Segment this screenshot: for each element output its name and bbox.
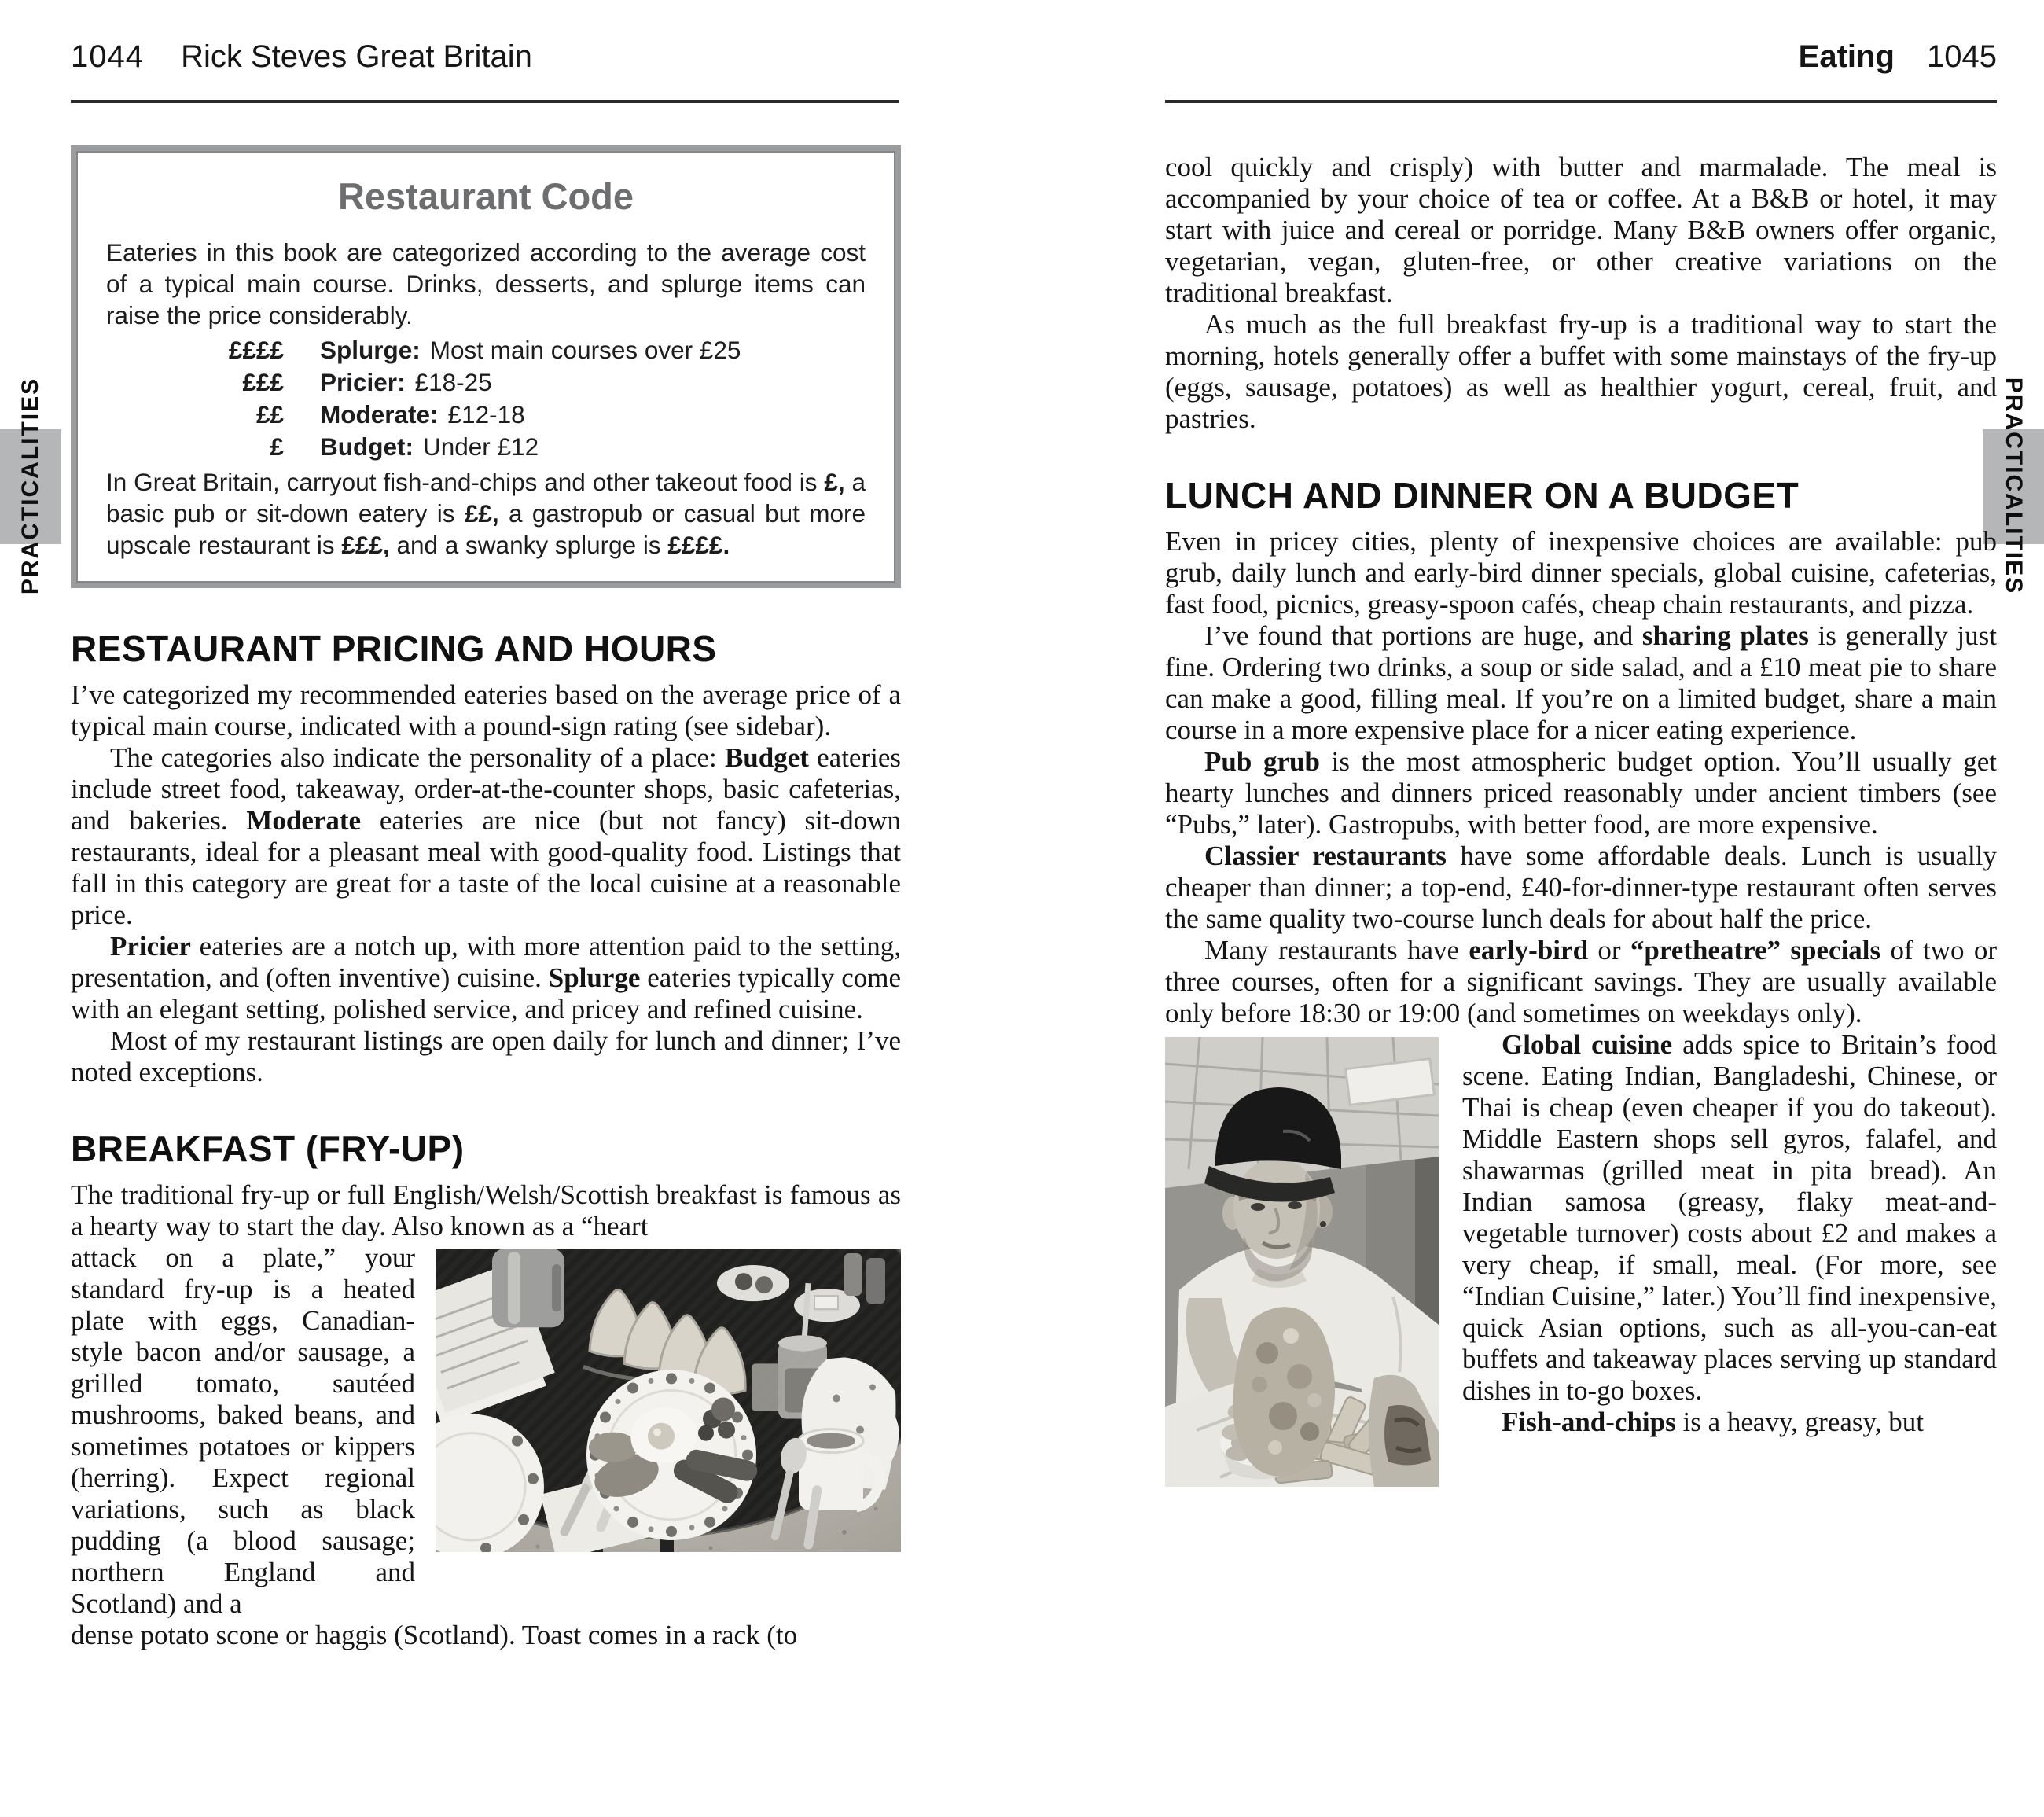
fish-chips-wrap-zone (1165, 1029, 1997, 1438)
body-paragraph: Most of my restaurant listings are open daily for lunch and dinner; I’ve noted exceptions. (71, 1025, 901, 1087)
price-list (106, 334, 866, 463)
body-paragraph: The categories also indicate the personality of a place: Budget eateries include street food, takeaway, order-at-the-counter shops, basic cafeterias, and bakeries. Moderate eateries are nice (but not fancy) sit-down restaurants, ideal for a pleasant meal with good-quality food. Listings that fall in this category are great for a taste of the local cuisine at a reasonable price. (71, 742, 901, 930)
price-label: Moderate: (320, 400, 439, 429)
header-rule-left (71, 100, 899, 103)
body-paragraph: I’ve categorized my recommended eateries based on the average price of a typical main course, indicated with a pound-sign rating (see sidebar). (71, 679, 901, 741)
price-desc: £18-25 (414, 368, 492, 396)
restaurant-code-intro: Eateries in this book are categorized according to the average cost of a typical main course. Drinks, desserts, and splurge items can raise the price considerably. (106, 238, 866, 329)
price-row (106, 366, 866, 399)
page-header-left (71, 39, 532, 75)
body-paragraph: Global cuisine adds spice to Britain’s food scene. Eating Indian, Bangladeshi, Chinese, or Thai is cheap (even cheaper if you do takeout). Middle Eastern shops sell gyros, falafel, and shawarmas (grilled meat in pita bread). An Indian samosa (greasy, flaky meat-and-vegetable turnover) costs about £2 and makes a very cheap, if small, meal. (For more, see “Indian Cuisine,” later.) You’ll find inexpensive, quick Asian options, such as all-you-can-eat buffets and takeaway places serving up standard dishes in to-go boxes. (1462, 1029, 1997, 1406)
glass (752, 1363, 783, 1411)
section-heading-breakfast: BREAKFAST (FRY-UP) (71, 1128, 465, 1169)
body-paragraph: cool quickly and crisply) with butter and marmalade. The meal is accompanied by your choice of tea or coffee. At a B&B or hotel, it may start with juice and cereal or porridge. Many B&B owners offer organic, vegetarian, vegan, gluten-free, or other creative variations on the traditional breakfast. (1165, 152, 1997, 308)
restaurant-code-title: Restaurant Code (337, 175, 634, 217)
full-english-breakfast-image (436, 1249, 901, 1552)
price-row (106, 399, 866, 431)
header-rule-right (1165, 100, 1997, 103)
body-paragraph: I’ve found that portions are huge, and sharing plates is generally just fine. Ordering two drinks, a soup or side salad, and a £10 meat pie to share can make a good, filling meal. If you’re on a limited budget, share a main course in a more expensive place for a nicer eating experience. (1165, 620, 1998, 745)
teapot (492, 1249, 564, 1327)
restaurant-code-box (71, 145, 901, 588)
breakfast-wrap-zone (71, 1242, 901, 1651)
chapter-title: Eating (1798, 39, 1895, 74)
man-holding-fish-and-chips-image (1165, 1037, 1439, 1487)
restaurant-code-outro: In Great Britain, carryout fish-and-chips and other takeout food is £, a basic pub or sit-down eatery is ££, a gastropub or casual but more upscale restaurant is £££, and a swanky splurge is ££££. (106, 468, 866, 559)
page-number-right: 1045 (1927, 39, 1997, 74)
body-paragraph: Pub grub is the most atmospheric budget option. You’ll usually get hearty lunches and dinners priced reasonably under ancient timbers (see “Pubs,” later). Gastropubs, with better food, are more expensive. (1165, 746, 1997, 840)
body-paragraph: Pricier eateries are a notch up, with more attention paid to the setting, presentation, and (often inventive) cuisine. Splurge eateries typically come with an elegant setting, polished service, and pricey and refined cuisine. (71, 931, 901, 1024)
breakfast-photo (436, 1249, 901, 1552)
practicalities-tab-left-label: PRACTICALITIES (17, 377, 43, 595)
page-header-right (1165, 39, 1997, 75)
price-symbol: ££££ (228, 336, 284, 364)
price-desc: Most main courses over £25 (429, 336, 741, 364)
left-page-column (71, 145, 901, 1651)
section-heading-lunch-dinner: LUNCH AND DINNER ON A BUDGET (1165, 475, 1800, 516)
body-paragraph: Many restaurants have early-bird or “pretheatre” specials of two or three courses, often for a significant savings. They are usually available only before 18:30 or 19:00 (and sometimes on weekdays only). (1165, 935, 1998, 1028)
price-symbol: £ (270, 432, 284, 461)
body-paragraph: attack on a plate,” your standard fry-up is a heated plate with eggs, Canadian-style bacon and/or sausage, a grilled tomato, sautéed mushrooms, baked beans, and sometimes potatoes or kippers (herring). Expect regional variations, such as black pudding (a blood sausage; northern England and Scotland) and a (71, 1242, 415, 1619)
body-paragraph: As much as the full breakfast fry-up is a traditional way to start the morning, hotels generally offer a buffet with some mainstays of the fry-up (eggs, sausage, potatoes) as well as healthier yogurt, cereal, fruit, and pastries. (1165, 309, 1997, 434)
fish-and-chips-photo (1165, 1037, 1439, 1487)
price-label: Pricier: (320, 368, 406, 396)
price-row (106, 431, 866, 463)
body-paragraph: The traditional fry-up or full English/Welsh/Scottish breakfast is famous as a hearty way to start the day. Also known as a “heart (71, 1179, 901, 1241)
body-paragraph: dense potato scone or haggis (Scotland). Toast comes in a rack (to (71, 1620, 798, 1650)
price-label: Splurge: (320, 336, 421, 364)
body-paragraph: Fish-and-chips is a heavy, greasy, but (1502, 1407, 1924, 1437)
book-title: Rick Steves Great Britain (181, 39, 532, 74)
price-row (106, 334, 866, 366)
page-number-left: 1044 (71, 39, 144, 74)
right-page-column (1165, 152, 1997, 1490)
price-label: Budget: (320, 432, 414, 461)
body-paragraph: Even in pricey cities, plenty of inexpensive choices are available: pub grub, daily lunch and early-bird dinner specials, global cuisine, cafeterias, fast food, picnics, greasy-spoon cafés, cheap chain restaurants, and pizza. (1165, 526, 1997, 620)
price-desc: Under £12 (422, 432, 539, 461)
section-heading-restaurant-pricing: RESTAURANT PRICING AND HOURS (71, 628, 717, 669)
price-symbol: ££ (256, 400, 284, 429)
price-desc: £12-18 (447, 400, 525, 429)
price-symbol: £££ (242, 368, 284, 396)
practicalities-tab-right-label: PRACTICALITIES (2001, 377, 2027, 595)
body-paragraph: Classier restaurants have some affordable deals. Lunch is usually cheaper than dinner; a top-end, £40-for-dinner-type restaurant often serves the same quality two-course lunch deals for about half the price. (1165, 840, 1997, 934)
